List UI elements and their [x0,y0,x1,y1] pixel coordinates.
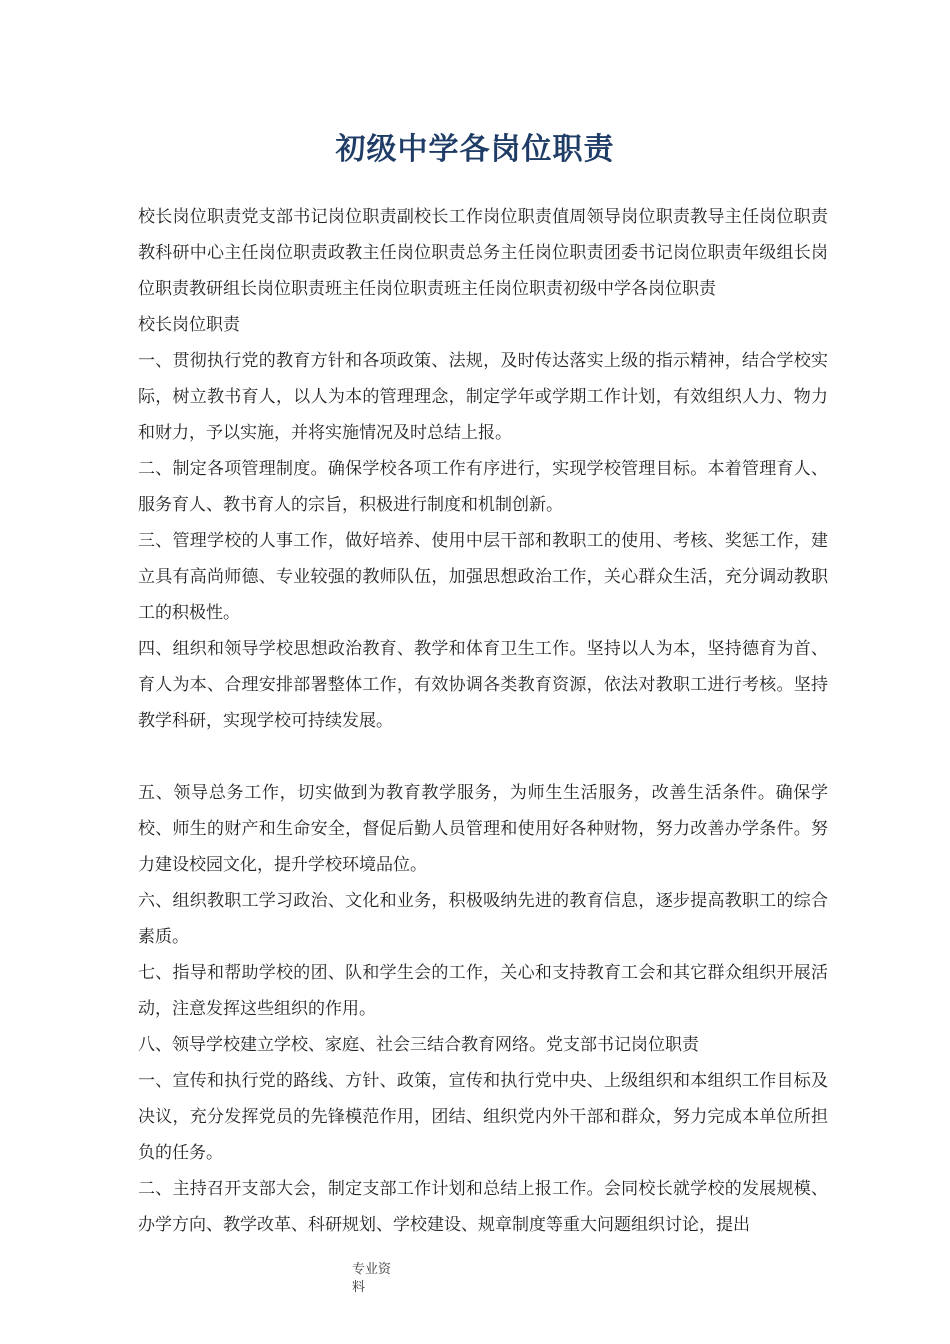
paragraph-secretary-1: 一、宣传和执行党的路线、方针、政策，宣传和执行党中央、上级组织和本组织工作目标及决议，充分发挥党员的先锋模范作用，团结、组织党内外干部和群众，努力完成本单位所担负的任务。 [138,1071,828,1163]
paragraph-gap [138,739,828,775]
paragraph-principal-7: 七、指导和帮助学校的团、队和学生会的工作，关心和支持教育工会和其它群众组织开展活动，注意发挥这些组织的作用。 [138,963,828,1019]
paragraph-principal-5: 五、领导总务工作，切实做到为教育教学服务，为师生生活服务，改善生活条件。确保学校、师生的财产和生命安全，督促后勤人员管理和使用好各种财物，努力改善办学条件。努力建设校园文化，提升学校环境品位。 [138,783,828,875]
page-footer: 专业资料 [352,1262,392,1295]
page-title: 初级中学各岗位职责 [335,132,615,168]
paragraph-principal-6: 六、组织教职工学习政治、文化和业务，积极吸纳先进的教育信息，逐步提高教职工的综合素质。 [138,891,828,947]
paragraph-principal-8: 八、领导学校建立学校、家庭、社会三结合教育网络。党支部书记岗位职责 [138,1035,699,1055]
paragraph-position-list: 校长岗位职责党支部书记岗位职责副校长工作岗位职责值周领导岗位职责教导主任岗位职责教科研中心主任岗位职责政教主任岗位职责总务主任岗位职责团委书记岗位职责年级组长岗位职责教研组长岗位职责班主任岗位职责班主任岗位职责初级中学各岗位职责 [138,207,828,299]
document-body [138,199,828,1243]
paragraph-principal-2: 二、制定各项管理制度。确保学校各项工作有序进行，实现学校管理目标。本着管理育人、服务育人、教书育人的宗旨，积极进行制度和机制创新。 [138,459,828,515]
paragraph-secretary-2: 二、主持召开支部大会，制定支部工作计划和总结上报工作。会同校长就学校的发展规模、办学方向、教学改革、科研规划、学校建设、规章制度等重大问题组织讨论，提出 [138,1179,828,1235]
paragraph-principal-4: 四、组织和领导学校思想政治教育、教学和体育卫生工作。坚持以人为本，坚持德育为首、育人为本、合理安排部署整体工作，有效协调各类教育资源，依法对教职工进行考核。坚持教学科研，实现学校可持续发展。 [138,639,828,731]
section-heading-principal: 校长岗位职责 [138,315,240,335]
paragraph-principal-1: 一、贯彻执行党的教育方针和各项政策、法规，及时传达落实上级的指示精神，结合学校实际，树立教书育人，以人为本的管理理念，制定学年或学期工作计划，有效组织人力、物力和财力，予以实施，并将实施情况及时总结上报。 [138,351,828,443]
paragraph-principal-3: 三、管理学校的人事工作，做好培养、使用中层干部和教职工的使用、考核、奖惩工作，建立具有高尚师德、专业较强的教师队伍，加强思想政治工作，关心群众生活，充分调动教职工的积极性。 [138,531,828,623]
